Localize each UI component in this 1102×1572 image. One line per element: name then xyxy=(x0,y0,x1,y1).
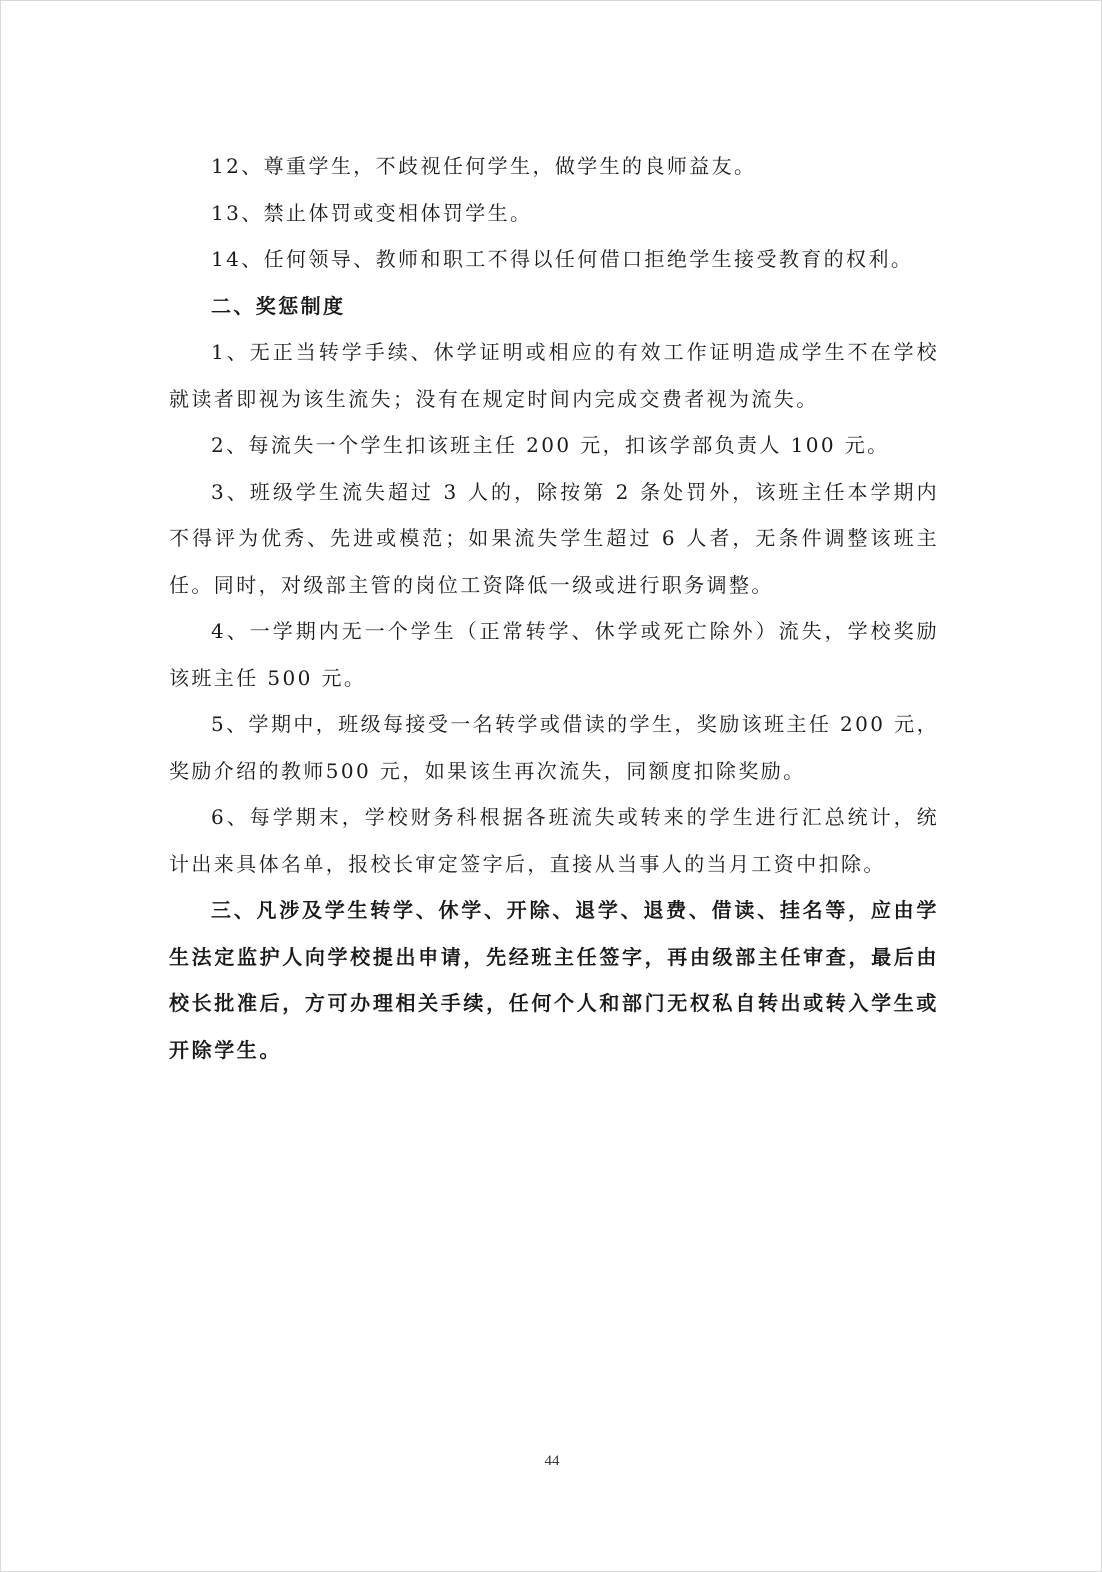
paragraph-rule-4: 4、一学期内无一个学生（正常转学、休学或死亡除外）流失，学校奖励该班主任 500 元。 xyxy=(169,619,939,690)
paragraph-rule-3: 3、班级学生流失超过 3 人的，除按第 2 条处罚外，该班主任本学期内不得评为优秀、先进或模范；如果流失学生超过 6 人者，无条件调整该班主任。同时，对级部主管的岗位工资降低一级或进行职务调整。 xyxy=(169,479,939,597)
paragraph-rule-2: 2、每流失一个学生扣该班主任 200 元，扣该学部负责人 100 元。 xyxy=(211,433,890,457)
paragraph-item-14: 14、任何领导、教师和职工不得以任何借口拒绝学生接受教育的权利。 xyxy=(211,247,914,271)
page-number: 44 xyxy=(544,1453,560,1469)
document-body xyxy=(169,143,939,1073)
paragraph-item-12: 12、尊重学生，不歧视任何学生，做学生的良师益友。 xyxy=(211,154,757,178)
paragraph-rule-1: 1、无正当转学手续、休学证明或相应的有效工作证明造成学生不在学校就读者即视为该生流失；没有在规定时间内完成交费者视为流失。 xyxy=(169,340,939,411)
paragraph-rule-5: 5、学期中，班级每接受一名转学或借读的学生，奖励该班主任 200 元，奖励介绍的教师500 元，如果该生再次流失，同额度扣除奖励。 xyxy=(169,712,939,783)
paragraph-rule-6: 6、每学期末，学校财务科根据各班流失或转来的学生进行汇总统计，统计出来具体名单，报校长审定签字后，直接从当事人的当月工资中扣除。 xyxy=(169,805,939,876)
paragraph-item-13: 13、禁止体罚或变相体罚学生。 xyxy=(211,200,533,225)
paragraph-section-3-transfer-procedure: 三、凡涉及学生转学、休学、开除、退学、退费、借读、挂名等，应由学生法定监护人向学校提出申请，先经班主任签字，再由级部主任审查，最后由校长批准后，方可办理相关手续，任何个人和部门无权私自转出或转入学生或开除学生。 xyxy=(169,898,939,1062)
section-heading-rewards-penalties: 二、奖惩制度 xyxy=(211,293,346,318)
